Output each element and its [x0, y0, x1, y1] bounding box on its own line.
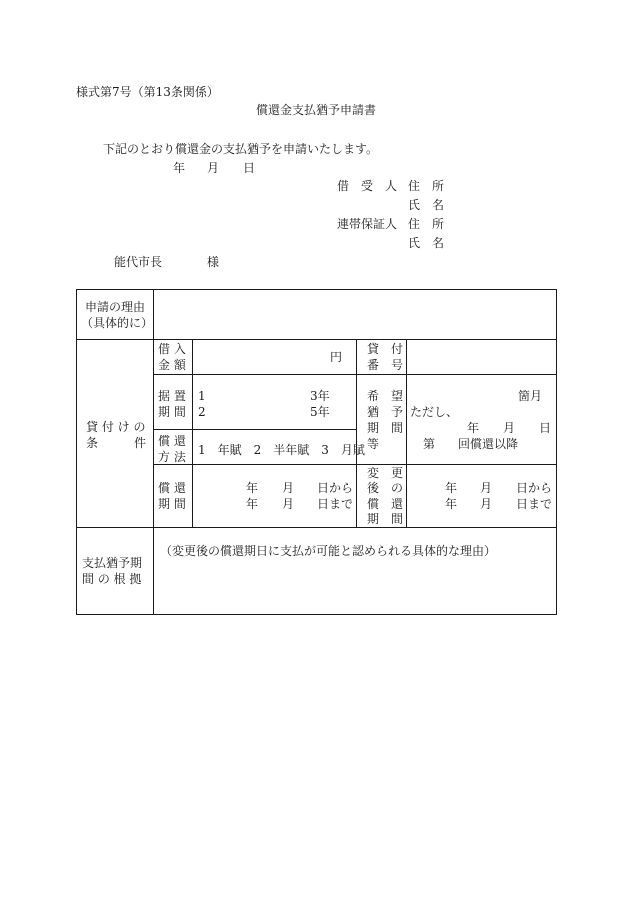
reason-label-line1: 申請の理由 — [85, 300, 146, 314]
addressee-honorific: 様 — [207, 255, 220, 269]
desired-month-label: 月 — [503, 421, 516, 435]
amount-label-line1: 借 入 — [158, 342, 186, 356]
application-form-table — [76, 289, 557, 615]
form-number: 様式第7号（第13条関係） — [76, 85, 219, 99]
repay-until-month: 月 — [282, 497, 295, 511]
date-year-label: 年 — [173, 161, 186, 175]
changed-label-line1: 変 更 — [367, 466, 404, 480]
method-options[interactable]: 1 年賦 2 半年賦 3 月賦 — [198, 443, 365, 457]
deferment-years-1: 3年 — [310, 389, 330, 403]
borrower-name-label: 氏 名 — [408, 198, 445, 212]
changed-label-line4: 期 間 — [367, 512, 404, 526]
basis-note: （変更後の償還期日に支払が可能と認められる具体的な理由） — [160, 544, 497, 558]
reason-label-line2: （具体的に） — [81, 316, 154, 330]
deferment-label-line1: 据 置 — [158, 389, 186, 403]
document-title: 償還金支払猶予申請書 — [256, 103, 377, 117]
repay-from-year: 年 — [246, 481, 259, 495]
reason-field[interactable] — [156, 292, 552, 336]
however-text: ただし、 — [410, 405, 459, 419]
desired-label-line3: 期 間 — [367, 421, 404, 435]
desired-label-line4: 等 — [367, 437, 380, 451]
installment-prefix: 第 — [423, 437, 436, 451]
months-unit: 箇月 — [518, 389, 543, 403]
desired-year-label: 年 — [467, 421, 480, 435]
date-day-label: 日 — [243, 161, 256, 175]
changed-label-line2: 後 の — [367, 481, 404, 495]
changed-until-day: 日まで — [516, 497, 553, 511]
basis-label-line1: 支払猶予期 — [82, 556, 143, 570]
basis-field[interactable] — [156, 561, 552, 611]
loan-number-field[interactable] — [409, 342, 553, 372]
deferment-years-2: 5年 — [310, 405, 330, 419]
guarantor-address-label: 住 所 — [408, 217, 445, 231]
repay-period-label-line2: 期 間 — [158, 497, 186, 511]
amount-label-line2: 金 額 — [158, 358, 186, 372]
intro-text: 下記のとおり償還金の支払猶予を申請いたします。 — [103, 142, 379, 156]
repay-from-day: 日から — [317, 481, 354, 495]
loan-number-label-line2: 番 号 — [367, 358, 404, 372]
changed-until-year: 年 — [445, 497, 458, 511]
method-label-line2: 方 法 — [158, 450, 186, 464]
borrower-address-label: 住 所 — [408, 179, 445, 193]
desired-label-line2: 猶 予 — [367, 405, 404, 419]
loan-number-label-line1: 貸 付 — [367, 342, 404, 356]
addressee-mayor: 能代市長 — [114, 255, 163, 269]
basis-label-line2: 間 の 根 拠 — [82, 572, 142, 586]
repay-period-label-line1: 償 還 — [158, 481, 186, 495]
changed-from-year: 年 — [445, 481, 458, 495]
guarantor-name-label: 氏 名 — [408, 236, 445, 250]
changed-label-line3: 償 還 — [367, 497, 404, 511]
loan-conditions-label-line2: 条 件 — [86, 436, 147, 450]
changed-from-month: 月 — [480, 481, 493, 495]
repay-until-day: 日まで — [317, 497, 354, 511]
loan-conditions-label-line1: 貸 付 け の — [86, 420, 146, 434]
date-month-label: 月 — [207, 161, 220, 175]
installment-suffix: 回償還以降 — [458, 437, 519, 451]
method-label-line1: 償 還 — [158, 434, 186, 448]
changed-from-day: 日から — [516, 481, 553, 495]
borrower-label: 借 受 人 — [337, 179, 398, 193]
repay-until-year: 年 — [246, 497, 259, 511]
changed-until-month: 月 — [480, 497, 493, 511]
repay-from-month: 月 — [282, 481, 295, 495]
yen-unit: 円 — [330, 350, 343, 364]
deferment-option-2[interactable]: 2 — [198, 405, 206, 419]
desired-day-label: 日 — [539, 421, 552, 435]
amount-field[interactable] — [195, 342, 325, 372]
desired-label-line1: 希 望 — [367, 389, 404, 403]
deferment-label-line2: 期 間 — [158, 405, 186, 419]
guarantor-label: 連帯保証人 — [337, 217, 398, 231]
deferment-option-1[interactable]: 1 — [198, 389, 206, 403]
